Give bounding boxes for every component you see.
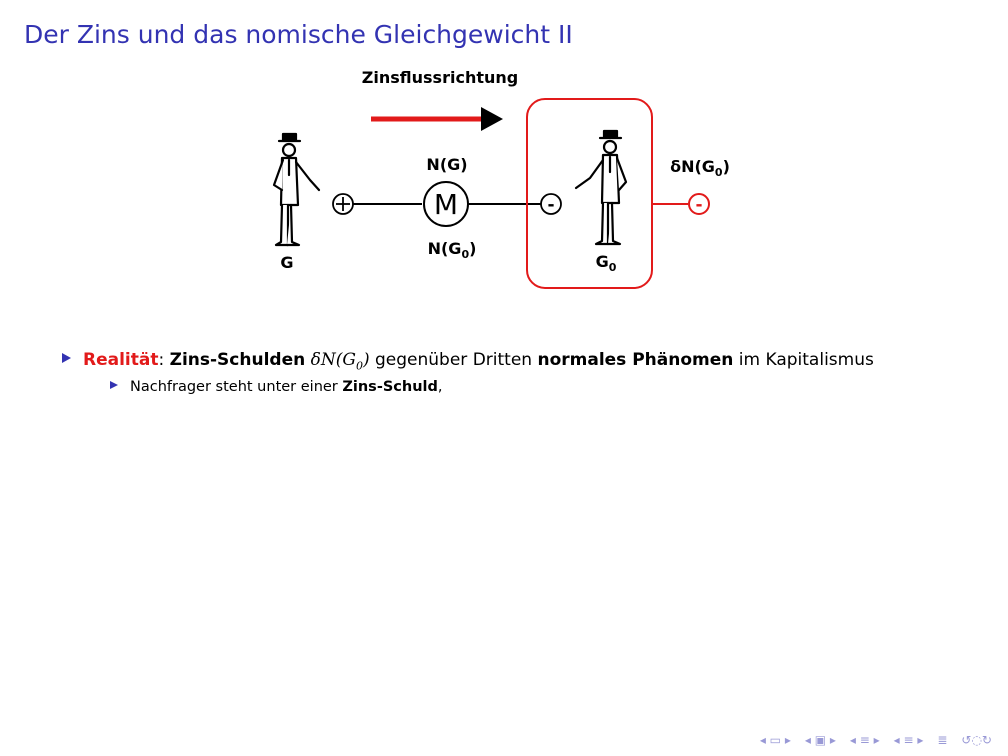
- section-nav-icon[interactable]: ◂ ≡ ▸: [849, 733, 880, 747]
- delta-label: $\delta N(G_0)$: [670, 157, 730, 179]
- term-realitaet: Realität: [83, 350, 159, 370]
- money-node: [424, 182, 468, 226]
- bullet-item-1: Realität: Zins-Schulden $\delta N(G_0)$ gegenüber Dritten normales Phänomen im Kapitalismus: [62, 350, 874, 372]
- interest-flow-diagram: [0, 0, 1008, 330]
- top-node-label: N(G): [426, 155, 468, 174]
- debtor-figure: [576, 131, 626, 244]
- subsection-nav-icon[interactable]: ◂ ▣ ▸: [804, 733, 836, 747]
- beamer-navigation: [760, 733, 992, 747]
- svg-text:-: -: [547, 195, 555, 215]
- slide-title: Der Zins und das nomische Gleichgewicht II: [24, 20, 573, 49]
- money-node-symbol: M: [433, 188, 459, 221]
- flow-label: Zinsflussrichtung: [361, 68, 519, 87]
- minus-terminal: [541, 194, 561, 215]
- bottom-node-label: $N(G_0)$: [427, 239, 477, 261]
- plus-terminal: [333, 194, 353, 214]
- flow-arrow: [371, 107, 503, 131]
- svg-text:-: -: [695, 195, 703, 215]
- bullet-item-2: Nachfrager steht unter einer Zins-Schuld,: [110, 379, 442, 395]
- bullet-triangle-icon: [62, 353, 71, 363]
- creditor-label: G: [280, 253, 294, 272]
- external-debt-terminal: [689, 194, 709, 215]
- creditor-figure: [274, 134, 319, 245]
- debtor-label: $G_0$: [595, 252, 617, 274]
- align-icon[interactable]: ≣: [937, 733, 948, 747]
- frame-nav-icon[interactable]: ◂ ▭ ▸: [759, 733, 791, 747]
- slide-nav-icon[interactable]: ◂ ≡ ▸: [893, 733, 924, 747]
- delta-formula: $\delta N(G_0)$: [310, 350, 370, 373]
- debtor-box: [527, 99, 652, 288]
- bullet-triangle-icon: [110, 381, 118, 389]
- search-icon[interactable]: ↺◌↻: [961, 733, 992, 747]
